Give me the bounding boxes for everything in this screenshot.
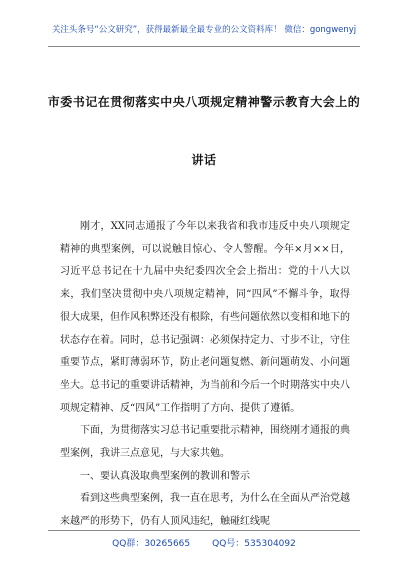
header-promo-note: 关注头条号“公文研究”，获得最新最全最专业的公文资料库！ 微信：gongwenyj [51,25,357,35]
document-title-line-2: 讲话 [191,153,217,167]
footer-divider [48,530,360,531]
footer-qq-number: QQ号：535304092 [212,539,296,549]
document-title-line-1: 市委书记在贯彻落实中央八项规定精神警示教育大会上的 [47,95,361,109]
paragraph-section-1: 看到这些典型案例，我一直在思考，为什么在全面从严治党越来越严的形势下，仍有人顶风违纪，触碰红线呢 [60,493,350,528]
header-divider [48,46,360,47]
document-body [60,216,350,534]
section-heading-1: 一、要认真汲取典型案例的教训和警示 [80,470,250,482]
paragraph-transition: 下面，为贯彻落实习总书记重要批示精神，围绕刚才通报的典型案例，我讲三点意见，与大家共勉。 [60,425,350,460]
footer-qq-group: QQ群：30265665 [112,539,191,549]
paragraph-intro: 刚才，XX同志通报了今年以来我省和我市违反中央八项规定精神的典型案例，可以说触目惊心、令人警醒。今年×月××日，习近平总书记在十九届中央纪委四次全会上指出：党的十八大以来，我们坚决贯彻中央八项规定精神，同“四风”不懈斗争，取得很大成果，但作风积弊还没有根除，有些问题依然以变相和地下的状态存在着。同时，总书记强调：必须保持定力、寸步不让，守住重要节点，紧盯薄弱环节，防止老问题复燃、新问题萌发、小问题坐大。总书记的重要讲话精神，为当前和今后一个时期落实中央八项规定精神、反“四风”工作指明了方向、提供了遵循。 [60,221,350,414]
footer-contact [0,536,408,549]
